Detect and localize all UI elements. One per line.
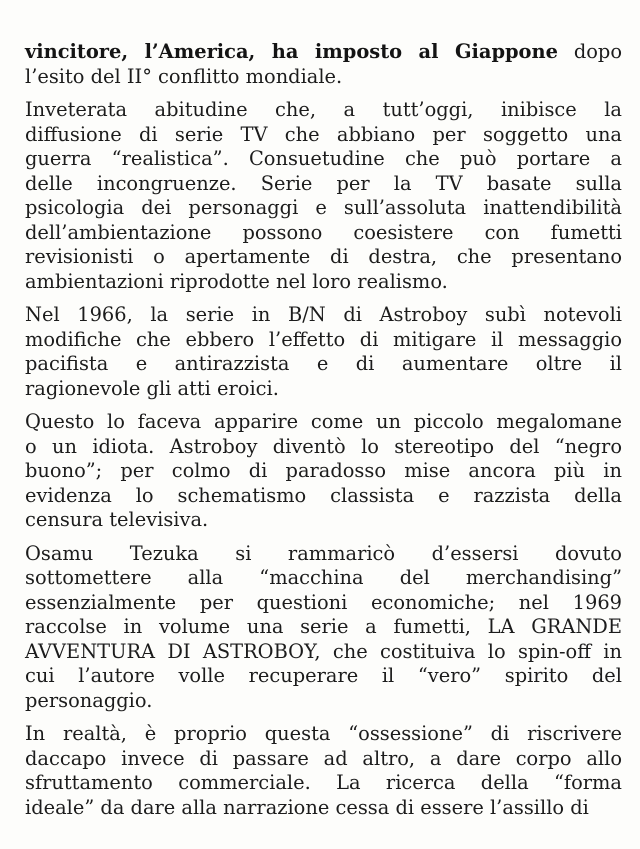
line-text: In realtà, è proprio questa “ossessione” di riscrivere [25, 722, 622, 745]
line-text: evidenza lo schematismo classista e razzista della [25, 483, 622, 507]
line-text: daccapo invece di passare ad altro, a dare corpo allo [25, 746, 622, 770]
text-line [25, 270, 622, 295]
text-line [25, 591, 622, 616]
text-line [25, 147, 622, 172]
paragraph [25, 542, 622, 714]
line-text: buono”; per colmo di paradosso mise ancora più in [25, 459, 622, 482]
text-line [25, 328, 622, 353]
text-line [25, 664, 622, 689]
text-line [25, 796, 622, 821]
text-line [25, 303, 622, 328]
line-text: AVVENTURA DI ASTROBOY, che costituiva lo spin-off in [25, 639, 622, 663]
line-text: sfruttamento commerciale. La ricerca della “forma [25, 771, 622, 794]
text-line [25, 40, 622, 65]
line-text: dell’ambientazione possono coesistere con fumetti [25, 220, 622, 244]
line-text: psicologia dei personaggi e sull’assoluta inattendibilità [25, 196, 622, 219]
paragraph [25, 303, 622, 401]
paragraph [25, 98, 622, 294]
text-line [25, 245, 622, 270]
line-text: ragionevole gli atti eroici. [25, 376, 279, 400]
line-text: ambientazioni riprodotte nel loro realismo. [25, 269, 448, 293]
paragraph [25, 410, 622, 533]
text-line [25, 722, 622, 747]
line-text: delle incongruenze. Serie per la TV basate sulla [25, 171, 622, 195]
line-text: Nel 1966, la serie in B/N di Astroboy subì notevoli [25, 303, 622, 326]
line-text: Osamu Tezuka si rammaricò d’essersi dovuto [25, 541, 622, 565]
text-line [25, 65, 622, 90]
line-text: dopo [557, 40, 622, 63]
line-text: l’esito del II° conflitto mondiale. [25, 64, 343, 88]
text-line [25, 123, 622, 148]
text-line [25, 352, 622, 377]
line-text: o un idiota. Astroboy diventò lo stereotipo del “negro [25, 434, 622, 458]
line-text: ideale” da dare alla narrazione cessa di essere l’assillo di [25, 795, 589, 819]
line-text: censura televisiva. [25, 508, 209, 531]
text-line [25, 689, 622, 714]
bold-text: vincitore, l’America, ha imposto al Giappone [25, 40, 558, 63]
line-text: guerra “realistica”. Consuetudine che può portare a [25, 147, 622, 170]
body-text [25, 40, 622, 829]
text-line [25, 615, 622, 640]
text-line [25, 221, 622, 246]
text-line [25, 98, 622, 123]
text-line [25, 566, 622, 591]
line-text: Inveterata abitudine che, a tutt’oggi, inibisce la [25, 98, 622, 121]
line-text: sottomettere alla “macchina del merchandising” [25, 566, 622, 589]
line-text: cui l’autore volle recuperare il “vero” spirito del [25, 664, 622, 687]
text-line [25, 747, 622, 772]
text-line [25, 172, 622, 197]
text-line [25, 508, 622, 533]
text-line [25, 771, 622, 796]
line-text: Questo lo faceva apparire come un piccolo megalomane [25, 410, 622, 433]
line-text: modifiche che ebbero l’effetto di mitigare il messaggio [25, 327, 622, 351]
text-line [25, 640, 622, 665]
text-line [25, 435, 622, 460]
line-text: revisionisti o apertamente di destra, che presentano [25, 245, 622, 268]
text-line [25, 484, 622, 509]
line-text: raccolse in volume una serie a fumetti, LA GRANDE [25, 615, 622, 638]
paragraph [25, 722, 622, 820]
text-line [25, 196, 622, 221]
text-line [25, 459, 622, 484]
line-text: essenzialmente per questioni economiche; nel 1969 [25, 590, 622, 614]
text-line [25, 377, 622, 402]
paragraph [25, 40, 622, 89]
line-text: pacifista e antirazzista e di aumentare oltre il [25, 352, 622, 375]
line-text: personaggio. [25, 688, 153, 712]
text-line [25, 410, 622, 435]
line-text: diffusione di serie TV che abbiano per soggetto una [25, 122, 622, 146]
text-line [25, 542, 622, 567]
